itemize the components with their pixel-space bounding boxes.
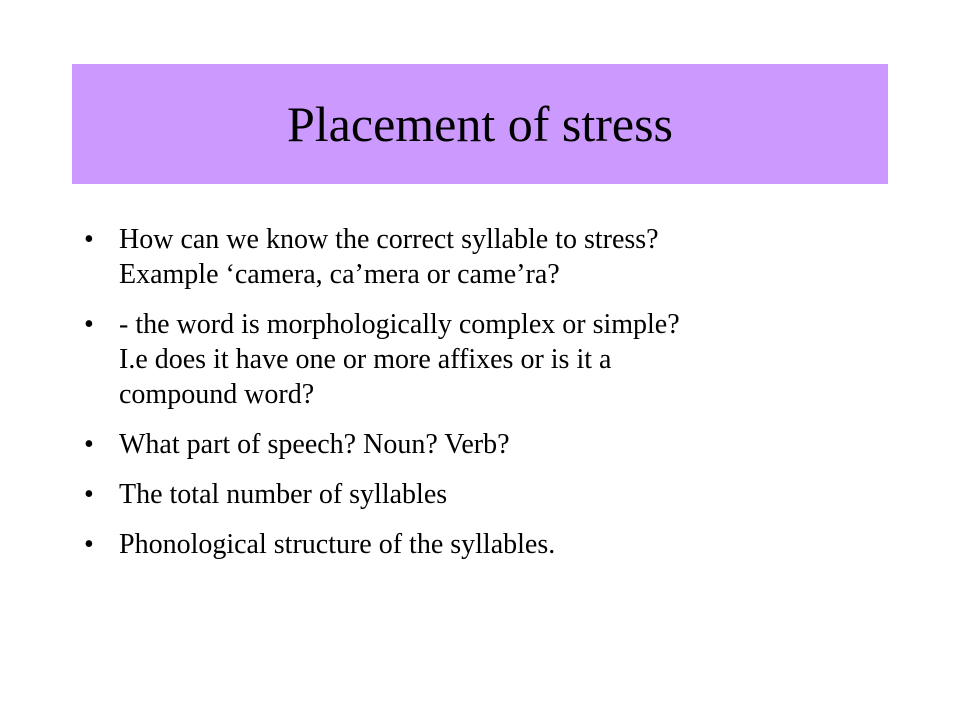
bullet-list	[84, 222, 884, 577]
bullet-text-line: What part of speech? Noun? Verb?	[119, 429, 510, 460]
bullet-text-line: I.e does it have one or more affixes or is it a	[119, 344, 612, 375]
bullet-item	[84, 307, 884, 412]
bullet-icon: •	[84, 224, 94, 255]
bullet-icon: •	[84, 529, 94, 560]
bullet-item	[84, 477, 884, 512]
bullet-text-line: How can we know the correct syllable to stress?	[119, 224, 659, 255]
bullet-icon: •	[84, 429, 94, 460]
bullet-text-line: Phonological structure of the syllables.	[119, 529, 556, 560]
bullet-item	[84, 527, 884, 562]
bullet-text-line: - the word is morphologically complex or simple?	[119, 309, 680, 340]
bullet-text-line: Example ‘camera, ca’mera or came’ra?	[119, 259, 560, 290]
slide-title: Placement of stress	[286, 96, 673, 152]
bullet-icon: •	[84, 309, 94, 340]
bullet-icon: •	[84, 479, 94, 510]
bullet-item	[84, 427, 884, 462]
title-bar	[72, 64, 888, 184]
bullet-text-line: compound word?	[119, 379, 315, 410]
bullet-item	[84, 222, 884, 292]
bullet-text-line: The total number of syllables	[119, 479, 448, 510]
